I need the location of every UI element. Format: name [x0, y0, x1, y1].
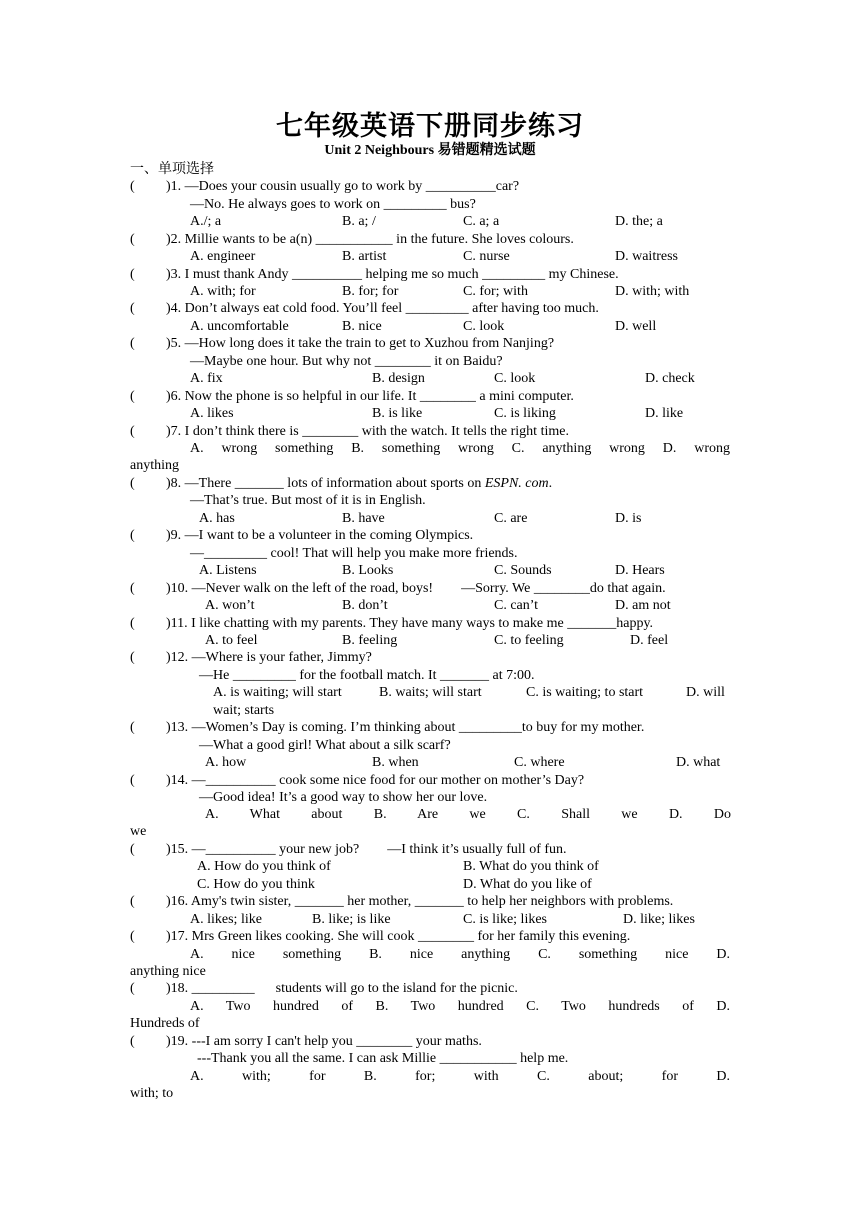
question-stem: )10. —Never walk on the left of the road, boys! —Sorry. We ________do that again. [166, 581, 666, 596]
question-stem: )17. Mrs Green likes cooking. She will cook ________ for her family this evening. [166, 929, 631, 944]
answer-blank[interactable]: ( [130, 389, 135, 404]
option-d: D. the; a [615, 214, 663, 229]
answer-blank[interactable]: ( [130, 179, 135, 194]
option-c: C. Sounds [494, 563, 552, 578]
option-d: D. feel [630, 633, 669, 648]
question-stem-line2: —He _________ for the football match. It _______ at 7:00. [199, 668, 535, 683]
question-stem: )19. ---I am sorry I can't help you ________ your maths. [166, 1034, 482, 1049]
question-stem-line2: —_________ cool! That will help you make more friends. [190, 546, 518, 561]
answer-blank[interactable]: ( [130, 424, 135, 439]
options-line: A. Two hundred of B. Two hundred C. Two hundreds of D. [190, 999, 730, 1014]
option-c: C. where [514, 755, 565, 770]
option-d: D. Hears [615, 563, 665, 578]
option-d: D. What do you like of [463, 877, 592, 892]
option-b: B. artist [342, 249, 387, 264]
answer-blank[interactable]: ( [130, 301, 135, 316]
question-stem-line2: —Good idea! It’s a good way to show her our love. [199, 790, 488, 805]
answer-blank[interactable]: ( [130, 773, 135, 788]
options-wrap: Hundreds of [130, 1016, 200, 1031]
option-b: B. design [372, 371, 425, 386]
option-c: C. look [494, 371, 536, 386]
option-a: A. engineer [190, 249, 256, 264]
question-stem: )8. —There _______ lots of information about sports on ESPN. com. [166, 476, 553, 491]
question-stem: )11. I like chatting with my parents. They have many ways to make me _______happy. [166, 616, 654, 631]
question-stem: )6. Now the phone is so helpful in our life. It ________ a mini computer. [166, 389, 574, 404]
options-line: A. What about B. Are we C. Shall we D. Do [205, 807, 731, 822]
option-c: C. a; a [463, 214, 500, 229]
option-a: A. uncomfortable [190, 319, 289, 334]
answer-blank[interactable]: ( [130, 267, 135, 282]
answer-blank[interactable]: ( [130, 528, 135, 543]
option-b: B. is like [372, 406, 423, 421]
answer-blank[interactable]: ( [130, 616, 135, 631]
answer-blank[interactable]: ( [130, 981, 135, 996]
option-a: A. likes; like [190, 912, 262, 927]
option-a: A. is waiting; will start [213, 685, 342, 700]
option-d: D. with; with [615, 284, 690, 299]
option-b: B. don’t [342, 598, 388, 613]
option-a: A. to feel [205, 633, 258, 648]
option-d: D. like; likes [623, 912, 695, 927]
option-b: B. like; is like [312, 912, 391, 927]
option-d: D. am not [615, 598, 671, 613]
question-stem: )4. Don’t always eat cold food. You’ll feel _________ after having too much. [166, 301, 599, 316]
question-stem-line2: —That’s true. But most of it is in English. [190, 493, 426, 508]
option-c: C. look [463, 319, 505, 334]
question-stem: )18. _________ students will go to the island for the picnic. [166, 981, 518, 996]
option-c: C. can’t [494, 598, 539, 613]
answer-blank[interactable]: ( [130, 929, 135, 944]
option-a: A. How do you think of [197, 859, 331, 874]
option-b: B. What do you think of [463, 859, 599, 874]
question-stem: )3. I must thank Andy __________ helping me so much _________ my Chinese. [166, 267, 619, 282]
question-stem-line2: ---Thank you all the same. I can ask Millie ___________ help me. [197, 1051, 569, 1066]
option-b: B. have [342, 511, 385, 526]
options-line: A. wrong something B. something wrong C. anything wrong D. wrong [190, 441, 730, 456]
option-b: B. Looks [342, 563, 394, 578]
question-stem-line2: —Maybe one hour. But why not ________ it on Baidu? [190, 354, 503, 369]
answer-blank[interactable]: ( [130, 842, 135, 857]
question-stem: )1. —Does your cousin usually go to work by __________car? [166, 179, 520, 194]
question-stem: )13. —Women’s Day is coming. I’m thinking about _________to buy for my mother. [166, 720, 645, 735]
option-a: A. fix [190, 371, 223, 386]
option-c: C. for; with [463, 284, 528, 299]
option-a: A./; a [190, 214, 222, 229]
answer-blank[interactable]: ( [130, 720, 135, 735]
option-b: B. feeling [342, 633, 398, 648]
option-c: C. nurse [463, 249, 510, 264]
question-stem: )12. —Where is your father, Jimmy? [166, 650, 372, 665]
option-c: C. How do you think [197, 877, 315, 892]
option-b: B. waits; will start [379, 685, 482, 700]
options-wrap: anything [130, 458, 179, 473]
option-c: C. are [494, 511, 528, 526]
answer-blank[interactable]: ( [130, 894, 135, 909]
option-d: D. will [686, 685, 725, 700]
options-wrap: anything nice [130, 964, 206, 979]
option-d: D. well [615, 319, 657, 334]
option-d: D. check [645, 371, 695, 386]
option-d: D. like [645, 406, 684, 421]
answer-blank[interactable]: ( [130, 476, 135, 491]
option-d: D. waitress [615, 249, 678, 264]
answer-blank[interactable]: ( [130, 336, 135, 351]
option-c: C. is liking [494, 406, 556, 421]
option-c: C. is waiting; to start [526, 685, 644, 700]
question-stem: )9. —I want to be a volunteer in the coming Olympics. [166, 528, 474, 543]
question-stem-line2: —No. He always goes to work on _________ bus? [190, 197, 476, 212]
option-d: D. what [676, 755, 721, 770]
option-b: B. nice [342, 319, 382, 334]
question-stem-line2: —What a good girl! What about a silk scarf? [199, 738, 451, 753]
option-a: A. won’t [205, 598, 255, 613]
answer-blank[interactable]: ( [130, 581, 135, 596]
option-c: C. is like; likes [463, 912, 547, 927]
question-stem: )7. I don’t think there is ________ with the watch. It tells the right time. [166, 424, 569, 439]
option-a: A. Listens [199, 563, 257, 578]
option-d: D. is [615, 511, 642, 526]
option-b: B. a; / [342, 214, 376, 229]
answer-blank[interactable]: ( [130, 232, 135, 247]
question-stem: )15. —__________ your new job? —I think it’s usually full of fun. [166, 842, 567, 857]
options-line: A. nice something B. nice anything C. something nice D. [190, 947, 730, 962]
option-b: B. when [372, 755, 419, 770]
option-a: A. likes [190, 406, 234, 421]
option-a: A. how [205, 755, 247, 770]
option-c: C. to feeling [494, 633, 564, 648]
options-wrap: with; to [130, 1086, 174, 1101]
question-stem: )16. Amy's twin sister, _______ her mother, _______ to help her neighbors with problems. [166, 894, 674, 909]
options-wrap: we [130, 824, 147, 839]
question-stem: )14. —__________ cook some nice food for our mother on mother’s Day? [166, 773, 585, 788]
section-heading: 一、单项选择 [130, 161, 214, 177]
options-wrap: wait; starts [213, 703, 275, 718]
page-subtitle: Unit 2 Neighbours 易错题精选试题 [324, 143, 536, 158]
answer-blank[interactable]: ( [130, 1034, 135, 1049]
answer-blank[interactable]: ( [130, 650, 135, 665]
question-stem: )5. —How long does it take the train to get to Xuzhou from Nanjing? [166, 336, 555, 351]
page-title: 七年级英语下册同步练习 [276, 111, 584, 142]
question-stem: )2. Millie wants to be a(n) ___________ in the future. She loves colours. [166, 232, 574, 247]
option-a: A. has [199, 511, 235, 526]
options-line: A. with; for B. for; with C. about; for D. [190, 1069, 730, 1084]
option-a: A. with; for [190, 284, 256, 299]
option-b: B. for; for [342, 284, 399, 299]
